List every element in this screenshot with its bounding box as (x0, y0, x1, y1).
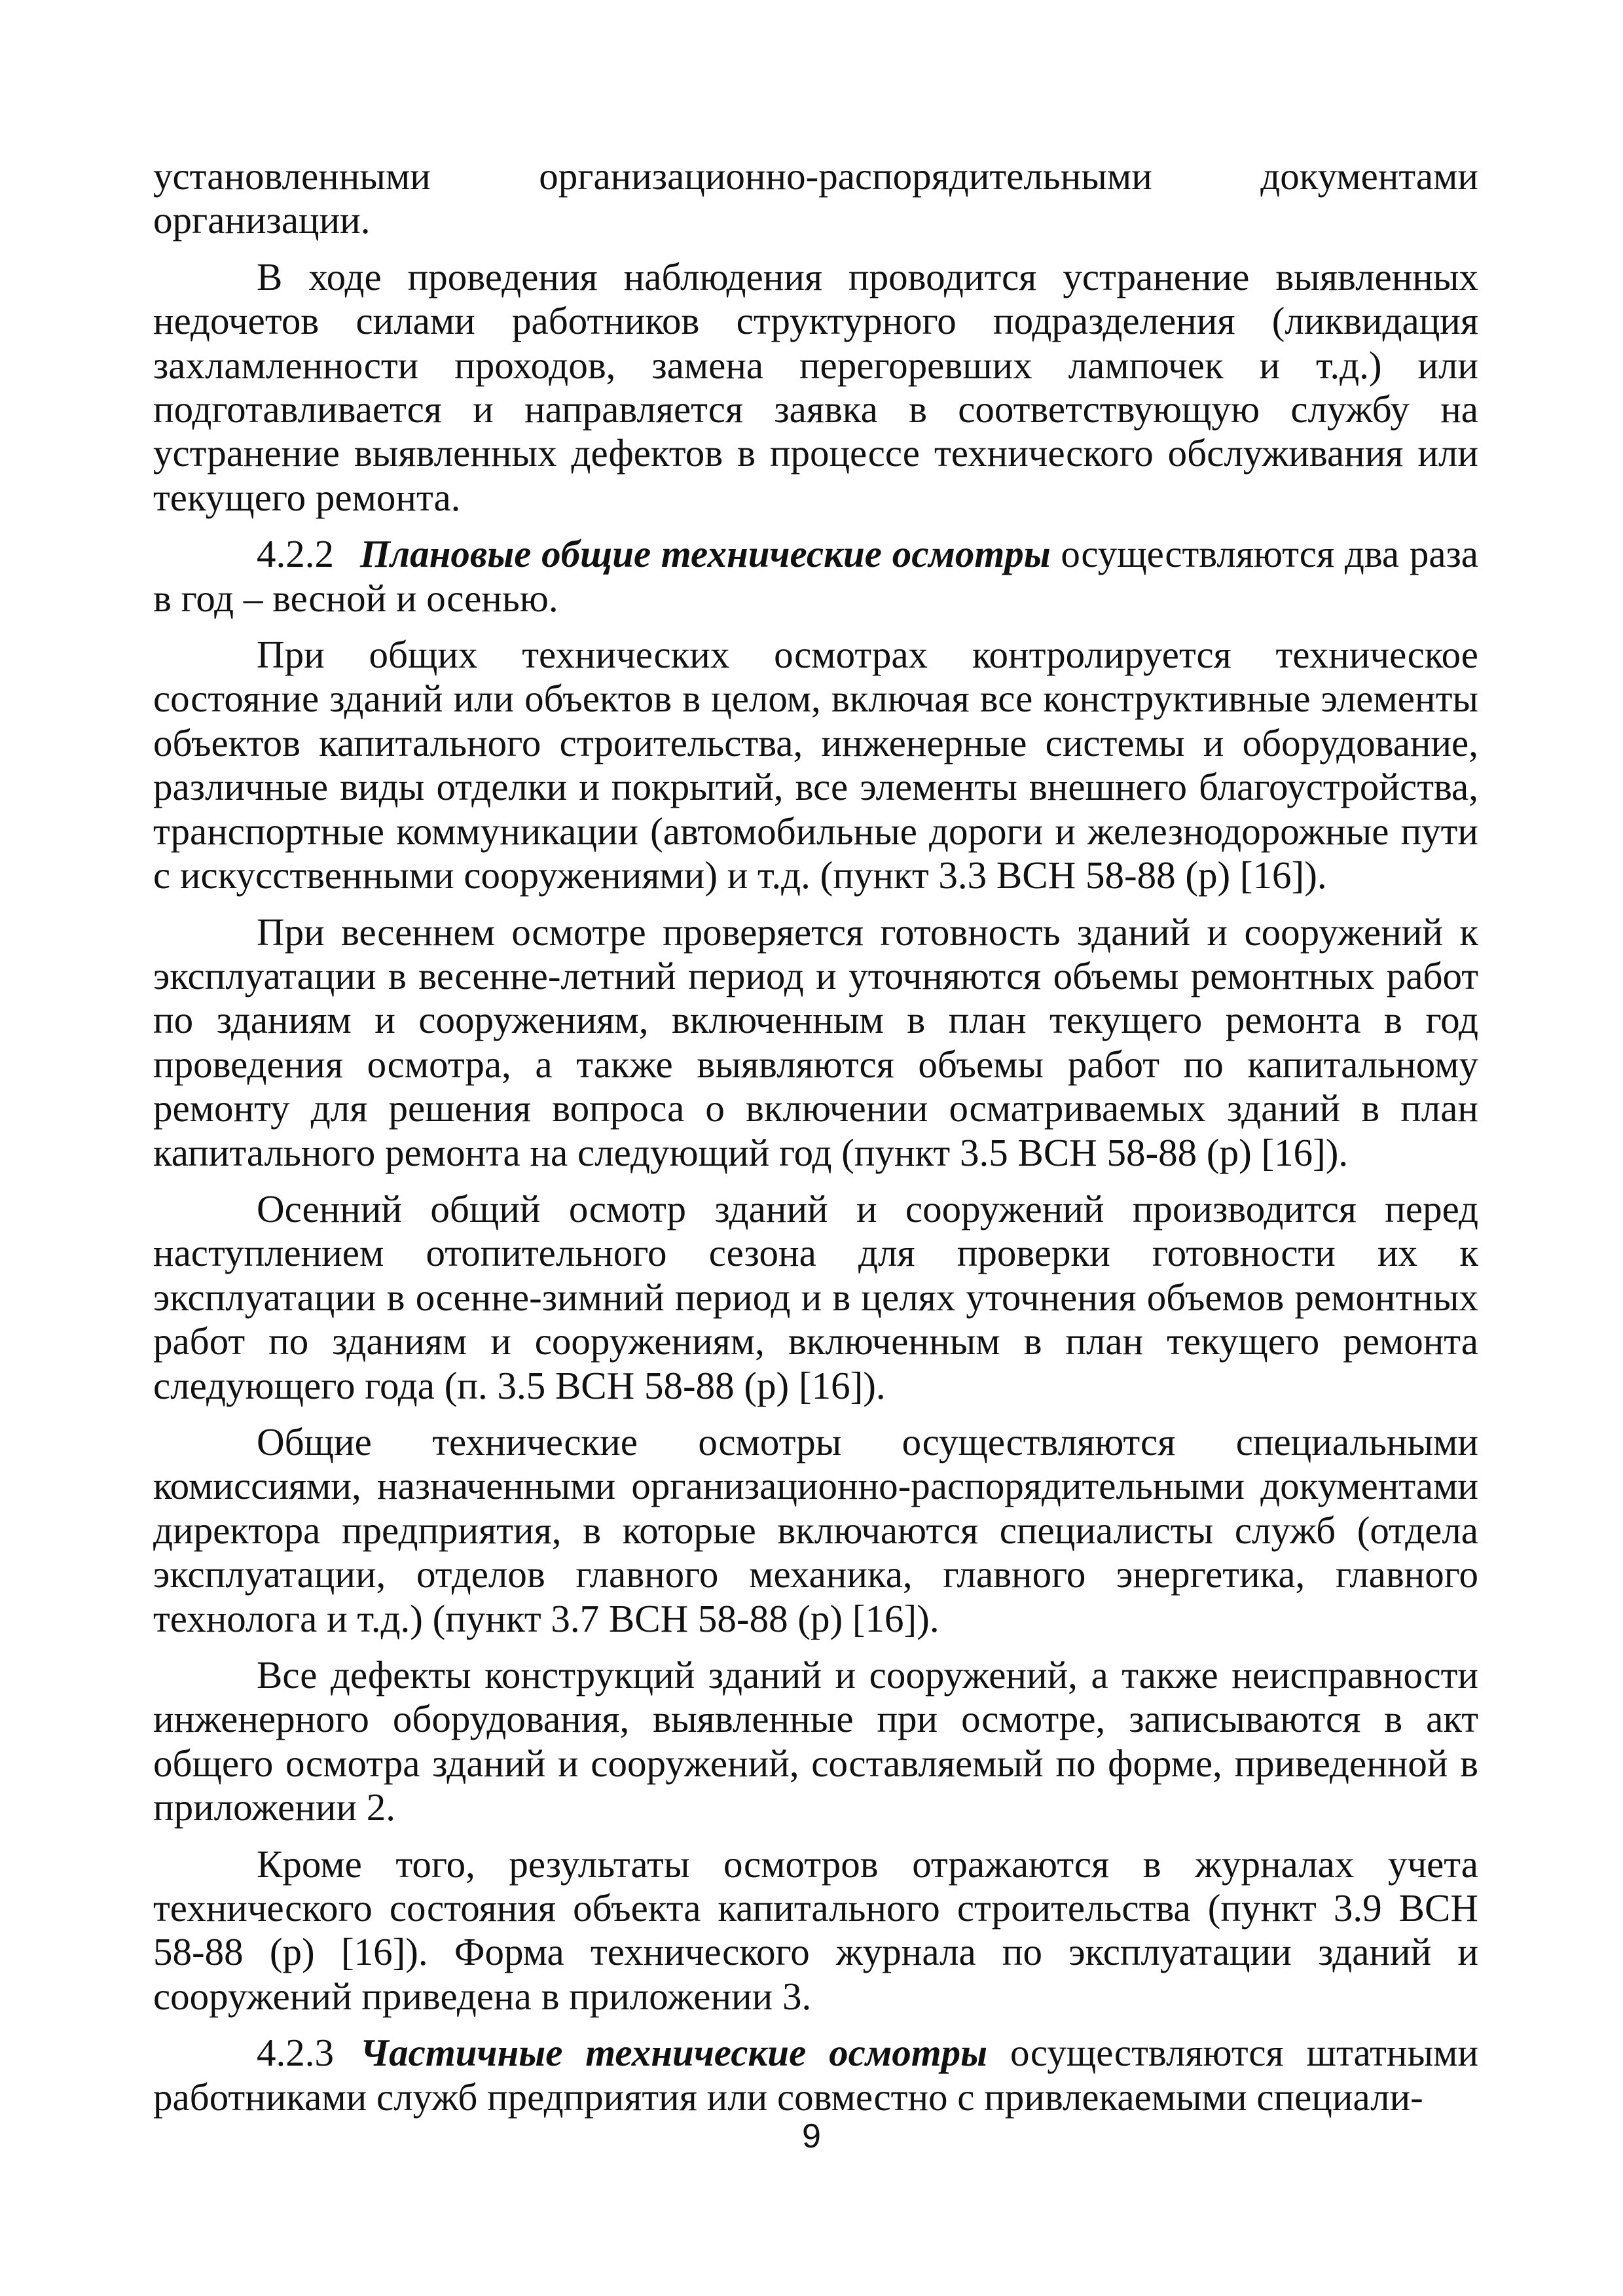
paragraph-continuation: установленными организационно-распорядительными документами организации. (153, 154, 1478, 242)
body-text (153, 154, 1478, 2119)
paragraph-autumn-inspection: Осенний общий осмотр зданий и сооружений производится перед наступлением отопительного сезона для проверки готовности их к эксплуатации в осенне-зимний период и в целях уточнения объемов ремонтных работ по зданиям и сооружениям, включенным в план текущего ремонта следующего года (п. 3.5 ВСН 58-88 (р) [16]). (153, 1187, 1478, 1407)
paragraph-journals: Кроме того, результаты осмотров отражаются в журналах учета технического состояния объекта капитального строительства (пункт 3.9 ВСН 58-88 (р) [16]). Форма технического журнала по эксплуатации зданий и сооружений приведена в приложении 3. (153, 1842, 1478, 2018)
section-term: Плановые общие технические осмотры (360, 532, 1051, 576)
page-number: 9 (802, 2117, 821, 2155)
paragraph-section-4-2-3 (153, 2031, 1478, 2119)
paragraph-spring-inspection: При весеннем осмотре проверяется готовность зданий и сооружений к эксплуатации в весенне-летний период и уточняются объемы ремонтных работ по зданиям и сооружениям, включенным в план текущего ремонта в год проведения осмотра, а также выявляются объемы работ по капитальному ремонту для решения вопроса о включении осматриваемых зданий в план капитального ремонта на следующий год (пункт 3.5 ВСН 58-88 (р) [16]). (153, 910, 1478, 1174)
paragraph-section-4-2-2 (153, 532, 1478, 620)
section-text: осуществляются штатными работниками служб предприятия или совместно с привлекаемыми специали- (153, 2031, 1479, 2119)
section-term: Частичные технические осмотры (360, 2031, 988, 2075)
section-number: 4.2.2 (257, 532, 334, 576)
paragraph-defects: Все дефекты конструкций зданий и сооружений, а также неисправности инженерного оборудования, выявленные при осмотре, записываются в акт общего осмотра зданий и сооружений, составляемый по форме, приведенной в приложении 2. (153, 1653, 1478, 1829)
section-number: 4.2.3 (257, 2031, 334, 2075)
paragraph-observation: В ходе проведения наблюдения проводится устранение выявленных недочетов силами работников структурного подразделения (ликвидация захламленности проходов, замена перегоревших лампочек и т.д.) или подготавливается и направляется заявка в соответствующую службу на устранение выявленных дефектов в процессе технического обслуживания или текущего ремонта. (153, 255, 1478, 519)
section-text: осуществляются два раза в год – весной и осенью. (153, 532, 1478, 620)
paragraph-general-inspections: При общих технических осмотрах контролируется техническое состояние зданий или объектов в целом, включая все конструктивные элементы объектов капитального строительства, инженерные системы и оборудование, различные виды отделки и покрытий, все элементы внешнего благоустройства, транспортные коммуникации (автомобильные дороги и железнодорожные пути с искусственными сооружениями) и т.д. (пункт 3.3 ВСН 58-88 (р) [16]). (153, 633, 1478, 897)
paragraph-commissions: Общие технические осмотры осуществляются специальными комиссиями, назначенными организационно-распорядительными документами директора предприятия, в которые включаются специалисты служб (отдела эксплуатации, отделов главного механика, главного энергетика, главного технолога и т.д.) (пункт 3.7 ВСН 58-88 (р) [16]). (153, 1420, 1478, 1640)
